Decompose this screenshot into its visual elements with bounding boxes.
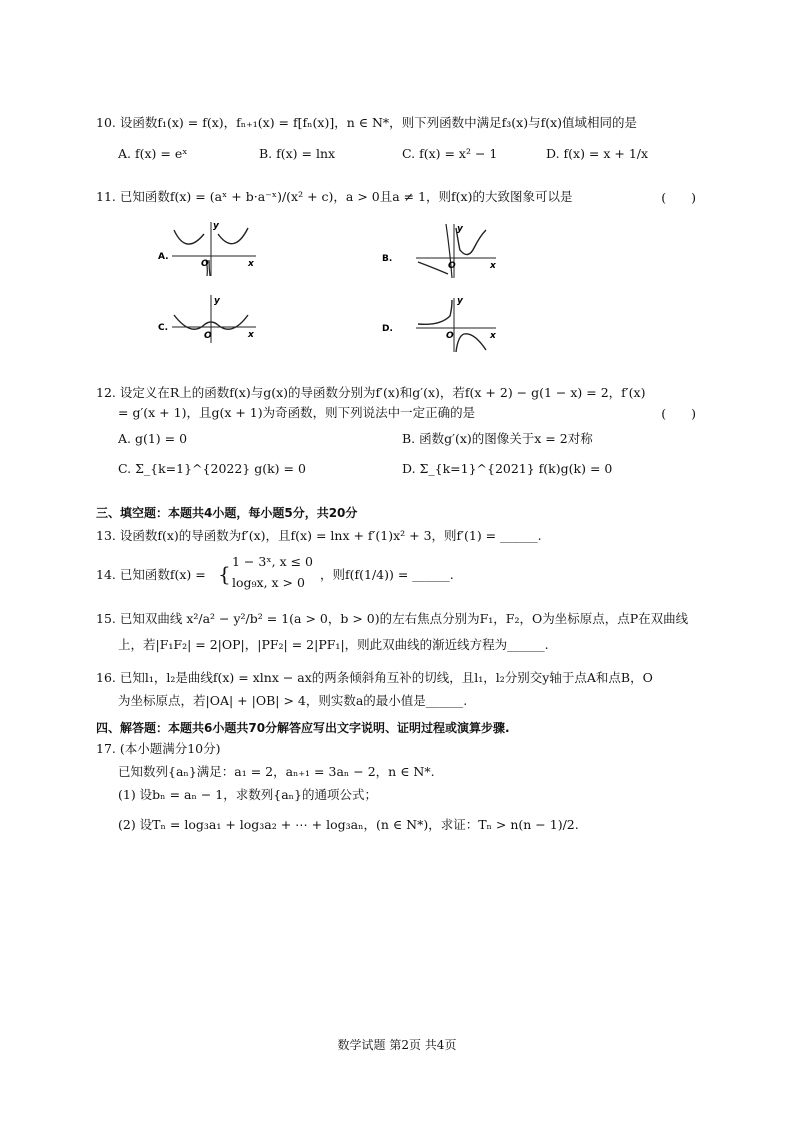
q11-graph-c-origin: O [204,331,212,341]
q14-case2: log₉x, x > 0 [232,575,305,590]
q11-graph-a [156,218,266,276]
q17-given: 已知数列{aₙ}满足：a₁ = 2，aₙ₊₁ = 3aₙ − 2，n ∈ N*. [118,764,435,779]
q11-graph-d-label: D. [382,324,393,334]
q11-graph-c-x: x [248,330,254,340]
q12-stem-line2: = g′(x + 1)，且g(x + 1)为奇函数，则下列说法中一定正确的是 [118,405,476,420]
q17-part2: (2) 设Tₙ = log₃a₁ + log₃a₂ + ⋯ + log₃aₙ，(n ∈ N*)，求证：Tₙ > n(n − 1)/2. [118,817,579,832]
q11-graph-b [378,222,500,278]
q10-option-c: C. f(x) = x² − 1 [402,146,498,161]
q11-graph-b-y: y [457,224,463,234]
q11-graph-c [156,293,266,343]
q14-suffix: ，则f(f(1/4)) = ______. [320,567,454,582]
q17-title: 17. (本小题满分10分) [96,741,221,756]
q11-graph-b-origin: O [448,261,456,271]
q11-graph-c-y: y [214,296,220,306]
q13-stem: 13. 设函数f(x)的导函数为f′(x)，且f(x) = lnx + f′(1)x² + 3，则f′(1) = ______. [96,528,542,543]
q14-brace: { [218,562,231,586]
q14-case1: 1 − 3ˣ, x ≤ 0 [232,554,313,569]
q11-graph-d [378,296,500,352]
section-4-heading: 四、解答题：本题共6小题共70分解答应写出文字说明、证明过程或演算步骤. [96,721,510,735]
q11-graph-a-x: x [248,259,254,269]
q16-line2: 为坐标原点，若|OA| + |OB| > 4，则实数a的最小值是______. [118,693,468,708]
q14-prefix: 14. 已知函数f(x) = [96,567,206,582]
q12-option-a: A. g(1) = 0 [118,431,188,446]
q16-line1: 16. 已知l₁，l₂是曲线f(x) = xlnx − ax的两条倾斜角互补的切线，且l₁，l₂分别交y轴于点A和点B，O [96,670,653,685]
q11-graph-a-label: A. [158,252,169,262]
q12-option-b: B. 函数g′(x)的图像关于x = 2对称 [402,431,593,446]
q10-stem: 10. 设函数f₁(x) = f(x)，fₙ₊₁(x) = f[fₙ(x)]，n ∈ N*，则下列函数中满足f₃(x)与f(x)值域相同的是 [96,115,638,130]
q11-graph-b-x: x [490,261,496,271]
q11-stem: 11. 已知函数f(x) = (aˣ + b·a⁻ˣ)/(x² + c)，a > 0且a ≠ 1，则f(x)的大致图象可以是 [96,189,573,204]
q11-graph-d-origin: O [446,331,454,341]
section-3-heading: 三、填空题：本题共4小题，每小题5分，共20分 [96,506,358,520]
q10-option-b: B. f(x) = lnx [259,146,336,161]
q11-graph-a-y: y [213,221,219,231]
q12-option-c: C. Σ_{k=1}^{2022} g(k) = 0 [118,461,306,476]
q12-option-d: D. Σ_{k=1}^{2021} f(k)g(k) = 0 [402,461,613,476]
page-footer: 数学试题 第2页 共4页 [337,1038,457,1052]
q17-part1: (1) 设bₙ = aₙ − 1，求数列{aₙ}的通项公式； [118,787,378,802]
q11-graph-a-origin: O [201,259,209,269]
q12-answer-paren: ( ) [661,406,696,421]
q10-option-d: D. f(x) = x + 1/x [546,146,649,161]
q15-line1: 15. 已知双曲线 x²/a² − y²/b² = 1(a > 0，b > 0)的左右焦点分别为F₁，F₂，O为坐标原点，点P在双曲线 [96,611,689,626]
q15-line2: 上，若|F₁F₂| = 2|OP|，|PF₂| = 2|PF₁|，则此双曲线的渐近线方程为______. [118,637,549,652]
q10-option-a: A. f(x) = eˣ [118,146,188,161]
q11-graph-b-label: B. [382,254,393,264]
q12-stem-line1: 12. 设定义在R上的函数f(x)与g(x)的导函数分别为f′(x)和g′(x)，若f(x + 2) − g(1 − x) = 2，f′(x) [96,385,646,400]
q11-graph-c-label: C. [158,323,169,333]
q11-graph-d-y: y [457,296,463,306]
q11-answer-paren: ( ) [661,190,696,205]
q11-graph-d-x: x [490,331,496,341]
